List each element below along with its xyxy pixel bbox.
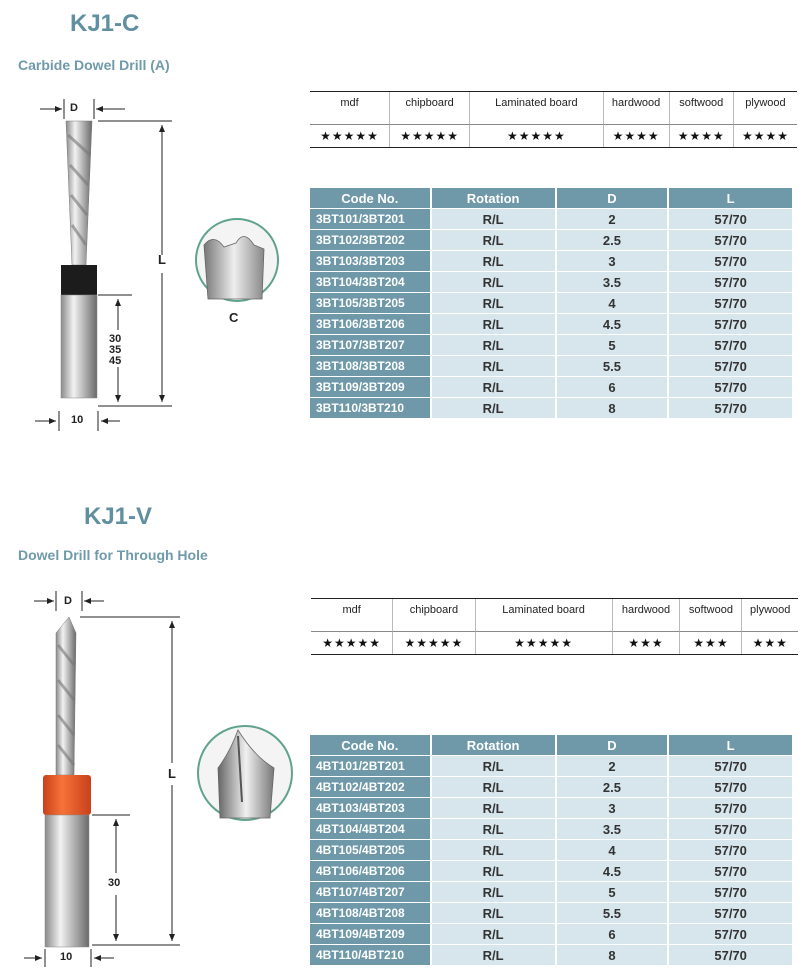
cell-d: 2.5 — [557, 230, 668, 250]
cell-rotation: R/L — [432, 819, 555, 839]
cell-rotation: R/L — [432, 251, 555, 271]
cell-l: 57/70 — [669, 230, 792, 250]
star-rating: ★★★ — [613, 632, 681, 654]
cell-code: 3BT105/3BT205 — [310, 293, 430, 313]
header-code: Code No. — [310, 735, 430, 755]
cell-d: 6 — [557, 924, 668, 944]
cell-code: 3BT106/3BT206 — [310, 314, 430, 334]
material-name: plywood — [742, 599, 798, 632]
cell-d: 6 — [557, 377, 668, 397]
table-row — [310, 356, 792, 376]
cell-code: 4BT105/4BT205 — [310, 840, 430, 860]
tip-detail-circle — [194, 722, 296, 824]
cell-d: 4.5 — [557, 314, 668, 334]
cell-code: 4BT101/2BT201 — [310, 756, 430, 776]
cell-code: 3BT110/3BT210 — [310, 398, 430, 418]
cell-l: 57/70 — [669, 882, 792, 902]
cell-rotation: R/L — [432, 356, 555, 376]
cell-code: 3BT107/3BT207 — [310, 335, 430, 355]
star-rating: ★★★ — [680, 632, 742, 654]
header-d: D — [557, 735, 668, 755]
material-name: chipboard — [390, 92, 470, 125]
cell-code: 3BT102/3BT202 — [310, 230, 430, 250]
cell-d: 2 — [557, 756, 668, 776]
cell-l: 57/70 — [669, 272, 792, 292]
drill-diagram-kj1c — [0, 85, 200, 435]
cell-l: 57/70 — [669, 209, 792, 229]
cell-rotation: R/L — [432, 209, 555, 229]
d-label: D — [64, 595, 72, 607]
cell-rotation: R/L — [432, 230, 555, 250]
cell-l: 57/70 — [669, 777, 792, 797]
cell-l: 57/70 — [669, 819, 792, 839]
cell-d: 3.5 — [557, 819, 668, 839]
material-name: chipboard — [393, 599, 475, 632]
header-l: L — [669, 735, 792, 755]
color-band — [61, 265, 97, 295]
cell-code: 4BT102/4BT202 — [310, 777, 430, 797]
star-rating: ★★★★★ — [476, 632, 613, 654]
star-rating: ★★★★★ — [390, 125, 470, 147]
header-code: Code No. — [310, 188, 430, 208]
table-row — [310, 861, 792, 881]
color-band — [43, 775, 91, 815]
cell-d: 2.5 — [557, 777, 668, 797]
l-label: L — [158, 252, 166, 267]
spec-table — [308, 734, 794, 966]
table-row — [310, 251, 792, 271]
section-title: KJ1-C — [70, 10, 140, 37]
cell-rotation: R/L — [432, 882, 555, 902]
table-row — [310, 335, 792, 355]
table-row — [310, 209, 792, 229]
cell-rotation: R/L — [432, 777, 555, 797]
material-rating-table — [310, 91, 797, 148]
cell-l: 57/70 — [669, 924, 792, 944]
table-row — [310, 293, 792, 313]
cell-code: 4BT103/4BT203 — [310, 798, 430, 818]
cell-l: 57/70 — [669, 945, 792, 965]
cell-rotation: R/L — [432, 293, 555, 313]
cell-rotation: R/L — [432, 861, 555, 881]
cell-d: 4 — [557, 293, 668, 313]
cell-d: 3 — [557, 798, 668, 818]
cell-code: 4BT108/4BT208 — [310, 903, 430, 923]
cell-l: 57/70 — [669, 903, 792, 923]
cell-code: 4BT106/4BT206 — [310, 861, 430, 881]
star-rating: ★★★★★ — [310, 125, 390, 147]
cell-d: 4.5 — [557, 861, 668, 881]
table-row — [310, 819, 792, 839]
cell-rotation: R/L — [432, 924, 555, 944]
table-row — [310, 924, 792, 944]
star-rating: ★★★★ — [604, 125, 670, 147]
table-row — [310, 272, 792, 292]
cell-rotation: R/L — [432, 335, 555, 355]
table-row — [310, 903, 792, 923]
cell-d: 2 — [557, 209, 668, 229]
material-name: Laminated board — [470, 92, 603, 125]
table-row — [310, 377, 792, 397]
width-label: 10 — [71, 414, 84, 426]
cell-d: 5.5 — [557, 356, 668, 376]
cell-rotation: R/L — [432, 756, 555, 776]
material-name: hardwood — [613, 599, 681, 632]
cell-rotation: R/L — [432, 377, 555, 397]
section-subtitle: Dowel Drill for Through Hole — [18, 547, 208, 563]
cell-rotation: R/L — [432, 272, 555, 292]
cell-l: 57/70 — [669, 756, 792, 776]
cell-l: 57/70 — [669, 398, 792, 418]
material-name: plywood — [734, 92, 797, 125]
cell-rotation: R/L — [432, 903, 555, 923]
cell-code: 3BT103/3BT203 — [310, 251, 430, 271]
star-rating: ★★★★★ — [311, 632, 393, 654]
table-row — [310, 945, 792, 965]
shank-labels: 30 35 45 — [109, 333, 122, 367]
cell-d: 8 — [557, 945, 668, 965]
table-row — [310, 840, 792, 860]
l-label: L — [168, 766, 176, 781]
cell-l: 57/70 — [669, 377, 792, 397]
material-name: softwood — [680, 599, 742, 632]
tip-detail-circle — [192, 215, 282, 305]
material-name: mdf — [310, 92, 390, 125]
cell-rotation: R/L — [432, 398, 555, 418]
header-rotation: Rotation — [432, 735, 555, 755]
detail-label: C — [229, 310, 239, 325]
star-rating: ★★★ — [752, 636, 788, 650]
table-row — [310, 314, 792, 334]
table-row — [310, 230, 792, 250]
cell-rotation: R/L — [432, 798, 555, 818]
material-name: hardwood — [604, 92, 670, 125]
cell-code: 4BT104/4BT204 — [310, 819, 430, 839]
cell-code: 3BT109/3BT209 — [310, 377, 430, 397]
cell-code: 4BT107/4BT207 — [310, 882, 430, 902]
star-rating: ★★★★★ — [470, 125, 603, 147]
cell-code: 4BT110/4BT210 — [310, 945, 430, 965]
star-rating: ★★★★★ — [393, 632, 475, 654]
star-rating: ★★★★ — [741, 129, 789, 143]
cell-l: 57/70 — [669, 356, 792, 376]
cell-l: 57/70 — [669, 251, 792, 271]
header-rotation: Rotation — [432, 188, 555, 208]
cell-code: 3BT104/3BT204 — [310, 272, 430, 292]
cell-d: 4 — [557, 840, 668, 860]
cell-d: 8 — [557, 398, 668, 418]
cell-d: 3.5 — [557, 272, 668, 292]
cell-code: 4BT109/4BT209 — [310, 924, 430, 944]
cell-l: 57/70 — [669, 861, 792, 881]
d-label: D — [70, 102, 78, 114]
table-row — [310, 777, 792, 797]
table-row — [310, 756, 792, 776]
cell-code: 3BT108/3BT208 — [310, 356, 430, 376]
section-title: KJ1-V — [84, 503, 153, 530]
cell-d: 3 — [557, 251, 668, 271]
material-name: softwood — [670, 92, 734, 125]
star-rating: ★★★★ — [670, 125, 734, 147]
material-name: mdf — [311, 599, 393, 632]
header-l: L — [669, 188, 792, 208]
material-name: Laminated board — [476, 599, 613, 632]
cell-l: 57/70 — [669, 840, 792, 860]
cell-d: 5.5 — [557, 903, 668, 923]
table-row — [310, 398, 792, 418]
cell-l: 57/70 — [669, 335, 792, 355]
cell-l: 57/70 — [669, 798, 792, 818]
cell-l: 57/70 — [669, 293, 792, 313]
cell-rotation: R/L — [432, 945, 555, 965]
width-label: 10 — [60, 951, 73, 963]
material-rating-table — [311, 598, 798, 655]
table-row — [310, 798, 792, 818]
cell-rotation: R/L — [432, 840, 555, 860]
cell-d: 5 — [557, 335, 668, 355]
cell-d: 5 — [557, 882, 668, 902]
cell-code: 3BT101/3BT201 — [310, 209, 430, 229]
section-subtitle: Carbide Dowel Drill (A) — [18, 57, 170, 73]
cell-l: 57/70 — [669, 314, 792, 334]
cell-rotation: R/L — [432, 314, 555, 334]
shank-label: 30 — [108, 877, 121, 889]
header-d: D — [557, 188, 668, 208]
table-row — [310, 882, 792, 902]
spec-table — [308, 187, 794, 419]
